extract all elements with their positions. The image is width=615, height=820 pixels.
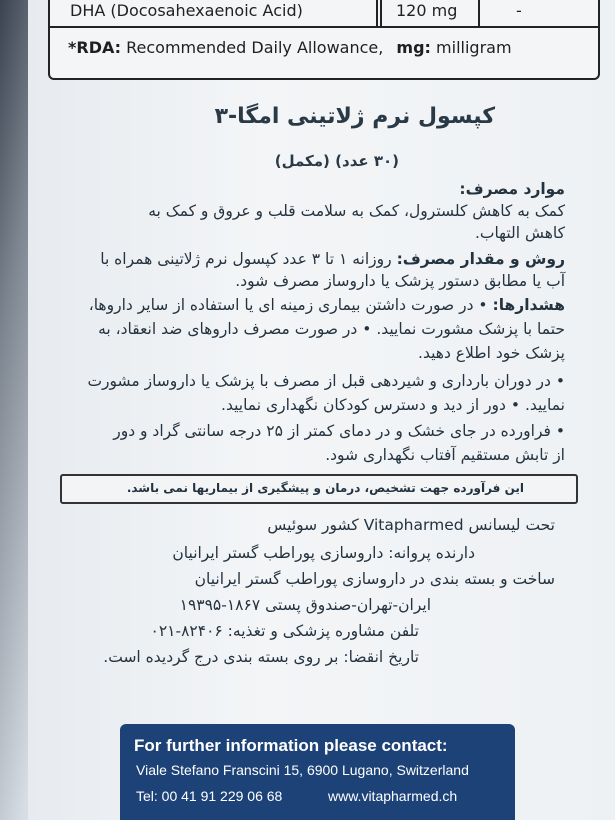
nutrition-row <box>50 0 598 28</box>
mg-label: mg: <box>396 38 431 57</box>
disclaimer-box <box>60 474 578 504</box>
nutrient-amount: 120 mg <box>396 1 458 20</box>
usage-line: کاهش التهاب. <box>474 224 565 242</box>
phone-line: تلفن مشاوره پزشکی و تغذیه: ۸۲۴۰۶-۰۲۱ <box>150 622 419 640</box>
dosage-text: روزانه ۱ تا ۳ عدد کپسول نرم ژلاتینی همراه با <box>100 250 392 268</box>
disclaimer-text: این فرآورده جهت تشخیص، درمان و پیشگیری از بیماریها نمی باشد. <box>126 481 524 495</box>
manufacturing-line: ساخت و بسته بندی در داروسازی پوراطب گستر ایرانیان <box>194 570 555 588</box>
warnings-line <box>89 294 565 316</box>
warnings-line: پزشک خود اطلاع دهید. <box>418 344 565 362</box>
license-line: تحت لیسانس Vitapharmed کشور سوئیس <box>267 516 555 534</box>
usage-label: موارد مصرف: <box>459 180 565 198</box>
contact-address: Viale Stefano Franscini 15, 6900 Lugano, Switzerland <box>136 762 469 778</box>
product-title: کپسول نرم ژلاتینی امگا-۳ <box>214 104 495 129</box>
usage-line: کمک به کاهش کلسترول، کمک به سلامت قلب و عروق و کمک به <box>148 202 565 220</box>
contact-phone: Tel: 00 41 91 229 06 68 <box>136 788 283 804</box>
rda-footnote <box>68 38 512 57</box>
rda-label: *RDA: <box>68 38 122 57</box>
address-line: ایران-تهران-صندوق پستی ۱۸۶۷-۱۹۳۹۵ <box>179 596 431 614</box>
warnings-line: • فراورده در جای خشک و در دمای کمتر از ۲۵ درجه سانتی گراد و دور <box>113 422 565 440</box>
nutrition-table <box>48 0 600 80</box>
dosage-line: آب یا مطابق دستور پزشک یا داروساز مصرف شود. <box>235 272 565 290</box>
rda-text: Recommended Daily Allowance, <box>126 38 384 57</box>
license-holder-line: دارنده پروانه: داروسازی پوراطب گستر ایرانیان <box>172 544 475 562</box>
nutrient-name: DHA (Docosahexaenoic Acid) <box>70 1 303 20</box>
warnings-line: حتما با پزشک مشورت نمایید. • در صورت مصرف داروهای ضد انعقاد، به <box>98 320 565 338</box>
table-divider <box>376 0 378 26</box>
warnings-line: از تابش مستقیم آفتاب نگهداری شود. <box>325 446 565 464</box>
warnings-line: • در دوران بارداری و شیردهی قبل از مصرف با پزشک یا داروساز مشورت <box>87 372 565 390</box>
warnings-label: هشدارها: <box>492 296 565 314</box>
table-divider <box>478 0 480 26</box>
nutrient-extra: - <box>516 1 522 20</box>
warnings-line: نمایید. • دور از دید و دسترس کودکان نگهداری نمایید. <box>221 396 565 414</box>
expiry-line: تاریخ انقضا: بر روی بسته بندی درج گردیده است. <box>103 648 419 666</box>
usage-heading <box>459 178 565 200</box>
table-divider <box>380 0 382 26</box>
mg-text: milligram <box>436 38 512 57</box>
dosage-label: روش و مقدار مصرف: <box>396 250 565 268</box>
contact-box <box>120 724 515 820</box>
dosage-line <box>100 248 565 270</box>
contact-website: www.vitapharmed.ch <box>328 788 458 804</box>
contact-heading: For further information please contact: <box>134 736 448 755</box>
warnings-text: • در صورت داشتن بیماری زمینه ای یا استفاده از سایر داروها، <box>88 296 488 314</box>
product-subtitle: (۳۰ عدد) (مکمل) <box>274 152 399 170</box>
